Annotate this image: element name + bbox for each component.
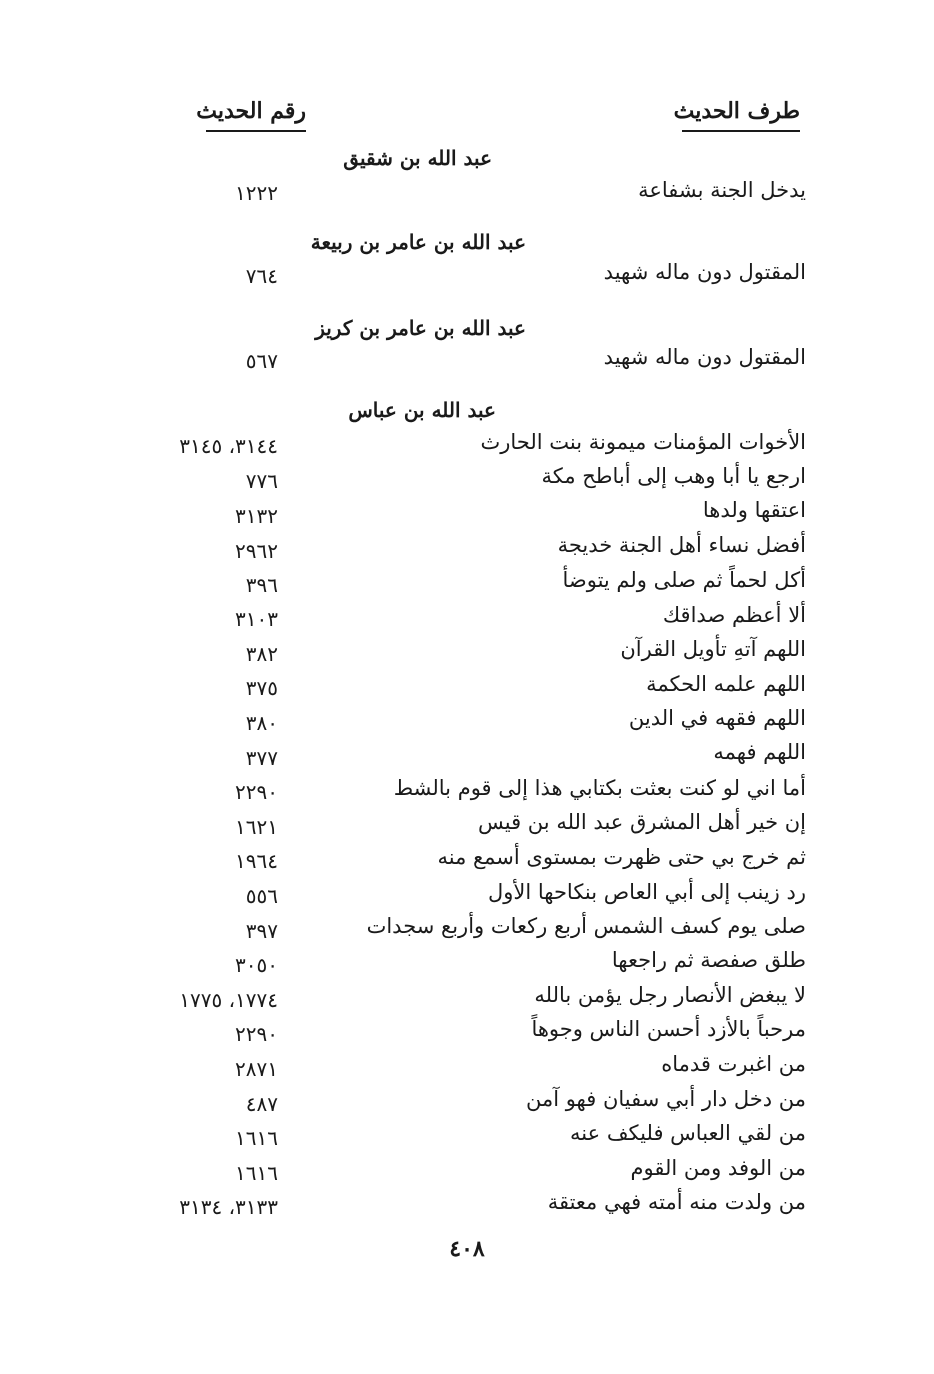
hadith-text: ألا أعظم صداقك: [662, 603, 806, 627]
hadith-number: ٣٠٥٠: [235, 953, 278, 977]
hadith-text: من لقي العباس فليكف عنه: [570, 1121, 806, 1145]
hadith-text: المقتول دون ماله شهيد: [603, 260, 806, 284]
hadith-number: ٢٢٩٠: [235, 780, 278, 804]
hadith-text: طلق صفصة ثم راجعها: [611, 948, 806, 972]
number-column-label: رقم الحديث: [196, 98, 306, 124]
hadith-text: رد زينب إلى أبي العاص بنكاحها الأول: [487, 880, 806, 904]
hadith-number: ٣٧٧: [245, 746, 278, 770]
section-title: عبد الله بن شقيق: [343, 146, 492, 170]
hadith-column-header: [673, 98, 800, 132]
hadith-number: ٤٨٧: [245, 1092, 278, 1116]
hadith-text: أفضل نساء أهل الجنة خديجة: [557, 533, 806, 557]
hadith-text: إن خير أهل المشرق عبد الله بن قيس: [477, 810, 806, 834]
hadith-number: ٣١٠٣: [235, 607, 278, 631]
section-title: عبد الله بن عامر بن ربيعة: [310, 230, 526, 254]
number-header-underline: [206, 130, 306, 132]
hadith-number: ٣٩٦: [245, 573, 278, 597]
hadith-text: اللهم آتهِ تأويل القرآن: [620, 637, 806, 661]
hadith-number: ٣٨٠: [245, 711, 278, 735]
hadith-text: من دخل دار أبي سفيان فهو آمن: [525, 1087, 806, 1111]
hadith-text: اعتقها ولدها: [702, 498, 806, 522]
hadith-number: ٣٧٥: [245, 676, 278, 700]
hadith-number: ٢٢٩٠: [235, 1022, 278, 1046]
hadith-text: اللهم فقهه في الدين: [628, 706, 806, 730]
hadith-number: ٥٦٧: [245, 349, 278, 373]
hadith-text: أما اني لو كنت بعثت بكتابي هذا إلى قوم بالشط: [393, 776, 806, 800]
hadith-text: اللهم فهمه: [713, 740, 806, 764]
hadith-text: ثم خرج بي حتى ظهرت بمستوى أسمع منه: [437, 845, 806, 869]
hadith-number: ٣٩٧: [245, 919, 278, 943]
hadith-text: يدخل الجنة بشفاعة: [638, 178, 806, 202]
section-title: عبد الله بن عباس: [348, 398, 496, 422]
hadith-number: ٣١٤٤، ٣١٤٥: [179, 434, 278, 458]
hadith-text: لا يبغض الأنصار رجل يؤمن بالله: [534, 983, 806, 1007]
hadith-number: ٢٨٧١: [235, 1057, 278, 1081]
section-title: عبد الله بن عامر بن كريز: [315, 316, 526, 340]
hadith-text: ارجع يا أبا وهب إلى أباطح مكة: [541, 464, 806, 488]
hadith-column-label: طرف الحديث: [673, 98, 800, 124]
hadith-header-underline: [682, 130, 800, 132]
hadith-text: اللهم علمه الحكمة: [646, 672, 806, 696]
hadith-text: من الوفد ومن القوم: [630, 1156, 806, 1180]
hadith-number: ١٩٦٤: [235, 849, 278, 873]
hadith-number: ٧٧٦: [245, 469, 278, 493]
hadith-text: الأخوات المؤمنات ميمونة بنت الحارث: [480, 430, 806, 454]
hadith-text: مرحباً بالأزد أحسن الناس وجوهاً: [531, 1017, 806, 1041]
hadith-number: ٢٩٦٢: [235, 539, 278, 563]
hadith-number: ٧٦٤: [245, 264, 278, 288]
hadith-number: ٣١٣٣، ٣١٣٤: [179, 1195, 278, 1219]
number-column-header: [196, 98, 306, 132]
hadith-text: صلى يوم كسف الشمس أربع ركعات وأربع سجدات: [366, 914, 806, 938]
hadith-number: ١٦١٦: [235, 1126, 278, 1150]
hadith-text: من اغبرت قدماه: [661, 1052, 806, 1076]
hadith-number: ١٧٧٤، ١٧٧٥: [179, 988, 278, 1012]
hadith-number: ٣١٣٢: [235, 504, 278, 528]
hadith-number: ٥٥٦: [245, 884, 278, 908]
hadith-number: ٣٨٢: [245, 642, 278, 666]
hadith-number: ١٦٢١: [235, 815, 278, 839]
hadith-number: ١٦١٦: [235, 1161, 278, 1185]
hadith-text: المقتول دون ماله شهيد: [603, 345, 806, 369]
hadith-text: أكل لحماً ثم صلى ولم يتوضأ: [562, 568, 806, 592]
hadith-text: من ولدت منه أمته فهي معتقة: [547, 1190, 806, 1214]
page-number: ٤٠٨: [449, 1236, 485, 1262]
hadith-number: ١٢٢٢: [235, 181, 278, 205]
